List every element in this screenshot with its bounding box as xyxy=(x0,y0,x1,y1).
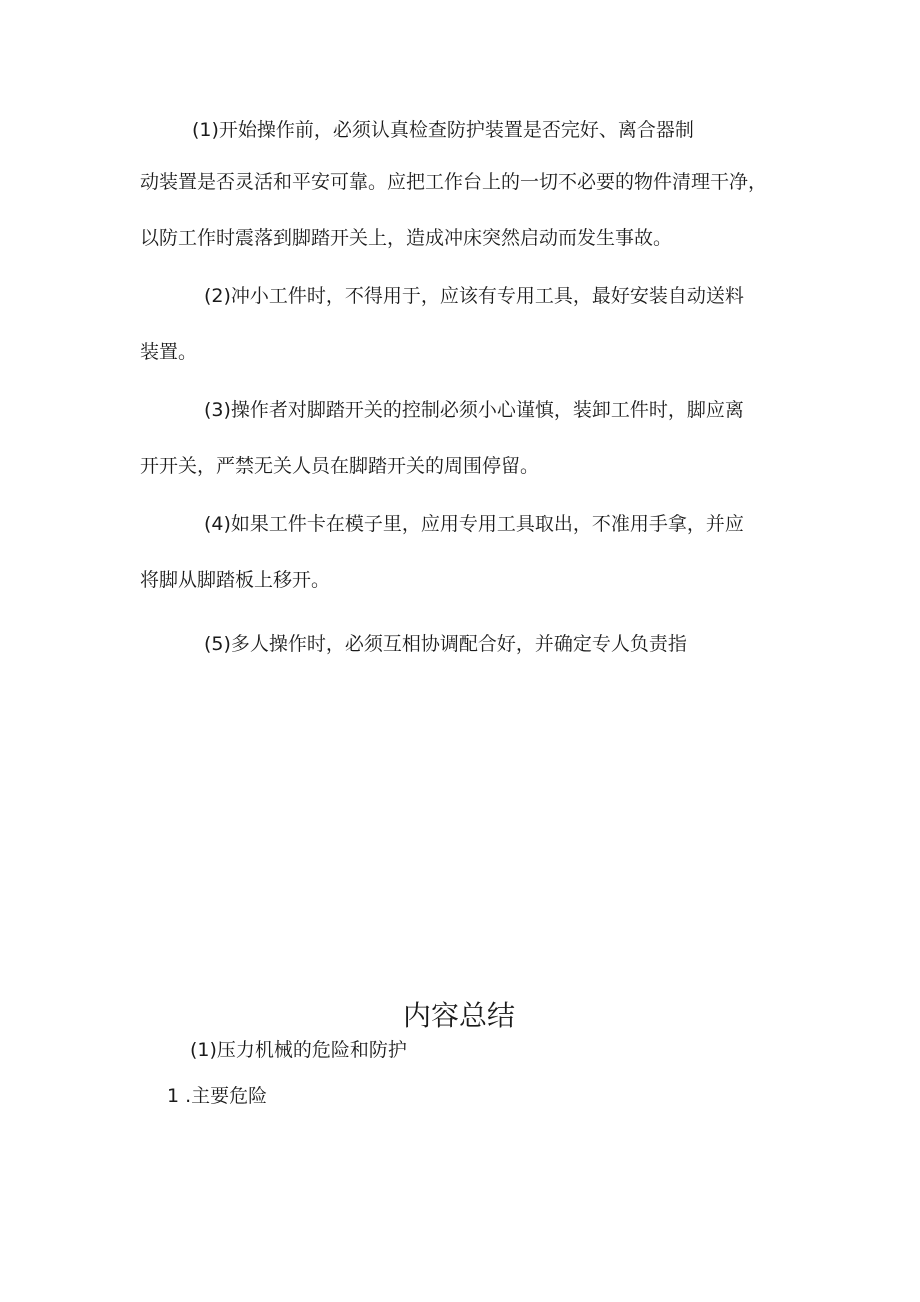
paragraph-1-line-2: 动装置是否灵活和平安可靠。应把工作台上的一切不必要的物件清理干净， xyxy=(140,171,768,193)
paragraph-5-line-1: (5)多人操作时，必须互相协调配合好，并确定专人负责指 xyxy=(204,633,687,655)
paragraph-1-line-1: (1)开始操作前，必须认真检查防护装置是否完好、离合器制 xyxy=(192,119,694,141)
paragraph-3-line-1: (3)操作者对脚踏开关的控制必须小心谨慎，装卸工件时，脚应离 xyxy=(204,399,744,421)
paragraph-3-line-2: 开开关，严禁无关人员在脚踏开关的周围停留。 xyxy=(140,455,540,477)
paragraph-1-line-3: 以防工作时震落到脚踏开关上，造成冲床突然启动而发生事故。 xyxy=(140,227,673,249)
paragraph-4-line-1: (4)如果工件卡在模子里，应用专用工具取出，不准用手拿，并应 xyxy=(204,513,744,535)
summary-title: 内容总结 xyxy=(403,999,516,1032)
paragraph-2-line-2: 装置。 xyxy=(140,341,198,363)
summary-item-2: 1 .主要危险 xyxy=(167,1085,268,1107)
paragraph-2-line-1: (2)冲小工件时，不得用于，应该有专用工具，最好安装自动送料 xyxy=(204,285,744,307)
summary-item-1: (1)压力机械的危险和防护 xyxy=(190,1039,407,1061)
paragraph-4-line-2: 将脚从脚踏板上移开。 xyxy=(140,569,331,591)
